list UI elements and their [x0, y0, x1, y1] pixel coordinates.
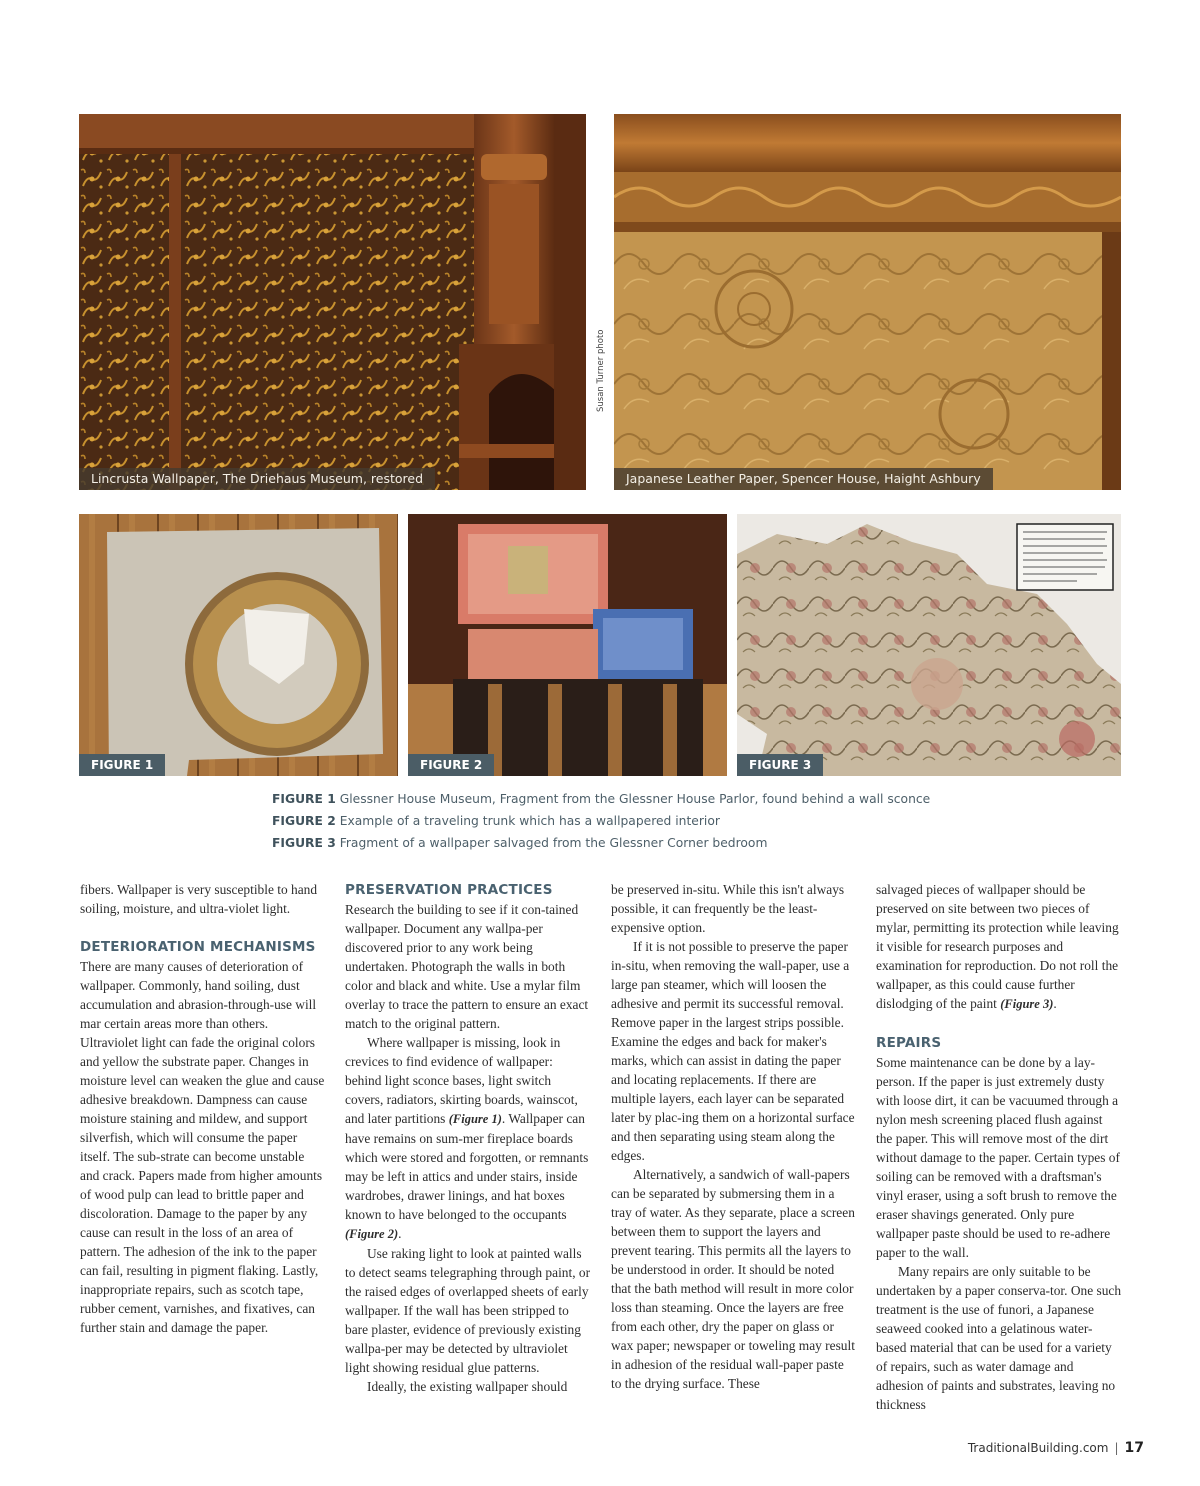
page-number: 17	[1124, 1440, 1144, 1456]
footer-separator: |	[1114, 1441, 1119, 1455]
col3-paragraph-1: be preserved in-situ. While this isn't always possible, it can frequently be the least-expensive option.	[611, 882, 845, 935]
col2-paragraph-2: Where wallpaper is missing, look in crevices to find evidence of wallpaper: behind light sconce bases, light switch covers, radiators, skirting boards, wainscot, and later partitions (Figure 1). Wallpaper can have remains on sum-mer fireplace boards which were stored and forgotten, or remnants may be left in attics and under stairs, inside wardrobes, drawer linings, and hat boxes known to have belonged to the occupants (Figure 2).	[345, 1035, 589, 1241]
figure-1-reference: (Figure 1)	[448, 1112, 502, 1126]
footer-site-link[interactable]: TraditionalBuilding.com	[967, 1441, 1109, 1455]
heading-preservation-practices: PRESERVATION PRACTICES	[345, 882, 553, 898]
figure-2-tab: FIGURE 2	[408, 754, 494, 776]
photo-figure-3	[737, 514, 1121, 776]
col4-paragraph-2: Some maintenance can be done by a lay-person. If the paper is just extremely dusty with loose dirt, it can be vacuumed through a nylon mesh screening placed flush against the paper. This will remove most of the dirt without damage to the paper. Certain types of soiling can be removed with a draftsman's vinyl eraser, using a soft brush to remove the eraser shavings generated. Only pure wallpaper paste should be used to re-adhere paper to the wall.	[876, 1055, 1120, 1260]
figure-3-reference: (Figure 3)	[1000, 997, 1054, 1011]
photo-japanese-leather-paper	[614, 114, 1121, 490]
column-2	[345, 880, 591, 1396]
figure-2-image	[408, 514, 727, 776]
japanese-leather-paper-image	[614, 114, 1121, 490]
heading-repairs: REPAIRS	[876, 1035, 942, 1051]
col3-paragraph-3: Alternatively, a sandwich of wall-papers can be separated by submersing them in a tray of water. As they separate, place a screen between them to support the layers and prevent tearing. This permits all the layers to be understood in order. It should be noted that the bath method will result in more color loss than steaming. Once the layers are free from each other, dry the paper on glass or wax paper; newspaper or toweling may result in adhesion of the residual wall-paper paste to the drying surface. These	[611, 1167, 855, 1391]
caption-lincrusta: Lincrusta Wallpaper, The Driehaus Museum, restored	[79, 468, 435, 490]
page-footer	[968, 1440, 1144, 1456]
figure-1-image	[79, 514, 398, 776]
col2-paragraph-1: Research the building to see if it con-tained wallpaper. Document any wallpa-per discovered prior to any work being undertaken. Photograph the walls in both color and black and white. Use a mylar film overlay to trace the pattern to ensure an exact match to the original pattern.	[345, 902, 589, 1031]
col1-paragraph-2: There are many causes of deterioration of wallpaper. Commonly, hand soiling, dust accumulation and abrasion-through-use will mar certain areas more than others. Ultraviolet light can fade the original colors and yellow the substrate paper. Changes in moisture level can weaken the glue and cause adhesive breakdown. Dampness can cause moisture staining and mildew, and support silverfish, which will consume the paper itself. The sub-strate can become unstable and crack. Papers made from higher amounts of wood pulp can lead to brittle paper and discoloration. Damage to the paper by any cause can result in the loss of an area of pattern. The adhesion of the ink to the paper can fail, resulting in pigment flaking. Lastly, inappropriate repairs, such as scotch tape, rubber cement, varnishes, and fixatives, can further stain and damage the paper.	[80, 959, 325, 1335]
photo-credit: Susan Turner photo	[596, 329, 606, 412]
heading-deterioration-mechanisms: DETERIORATION MECHANISMS	[80, 939, 316, 955]
col2-paragraph-3: Use raking light to look at painted walls to detect seams telegraphing through paint, or the raised edges of overlapped sheets of early wallpaper. If the wall has been stripped to bare plaster, evidence of previously existing wallpa-per may be detected by ultraviolet light showing residual glue patterns.	[345, 1246, 591, 1375]
figure-captions	[272, 788, 992, 854]
figure-1-tab: FIGURE 1	[79, 754, 165, 776]
photo-figure-1	[79, 514, 398, 776]
figure-3-image	[737, 514, 1121, 776]
figure-3-tab: FIGURE 3	[737, 754, 823, 776]
column-3	[611, 880, 857, 1393]
col4-paragraph-3: Many repairs are only suitable to be undertaken by a paper conserva-tor. One such treatment is the use of funori, a Japanese seaweed cooked into a gelatinous water-based material that can be used for a variety of repairs, such as water damage and adhesion of paints and substrates, leaving no thickness	[876, 1264, 1122, 1412]
figure-caption-1: FIGURE 1 Glessner House Museum, Fragment from the Glessner House Parlor, found behind a wall sconce	[272, 792, 931, 806]
figure-caption-2: FIGURE 2 Example of a traveling trunk which has a wallpapered interior	[272, 814, 720, 828]
photo-figure-2	[408, 514, 727, 776]
photo-lincrusta-wallpaper	[79, 114, 586, 490]
lincrusta-wallpaper-image	[79, 114, 586, 490]
col1-paragraph-1: fibers. Wallpaper is very susceptible to hand soiling, moisture, and ultra-violet light.	[80, 882, 318, 916]
figure-2-reference: (Figure 2)	[345, 1227, 399, 1241]
figure-caption-3: FIGURE 3 Fragment of a wallpaper salvaged from the Glessner Corner bedroom	[272, 836, 768, 850]
column-4	[876, 880, 1122, 1414]
column-1	[80, 880, 326, 1337]
col4-paragraph-1: salvaged pieces of wallpaper should be preserved on site between two pieces of mylar, permitting its protection while leaving it visible for research purposes and examination for reproduction. Do not roll the wallpaper, as this could cause further dislodging of the paint (Figure 3).	[876, 882, 1119, 1011]
col2-paragraph-4: Ideally, the existing wallpaper should	[367, 1379, 568, 1394]
col3-paragraph-2: If it is not possible to preserve the paper in-situ, when removing the wall-paper, use a large pan steamer, which will loosen the adhesive and permit its successful removal. Remove paper in the largest strips possible. Examine the edges and back for maker's marks, which can assist in dating the paper and locating replacements. If there are multiple layers, each layer can be separated later by plac-ing them on a horizontal surface and then separating using steam along the edges.	[611, 939, 855, 1163]
caption-japanese-leather: Japanese Leather Paper, Spencer House, Haight Ashbury	[614, 468, 993, 490]
